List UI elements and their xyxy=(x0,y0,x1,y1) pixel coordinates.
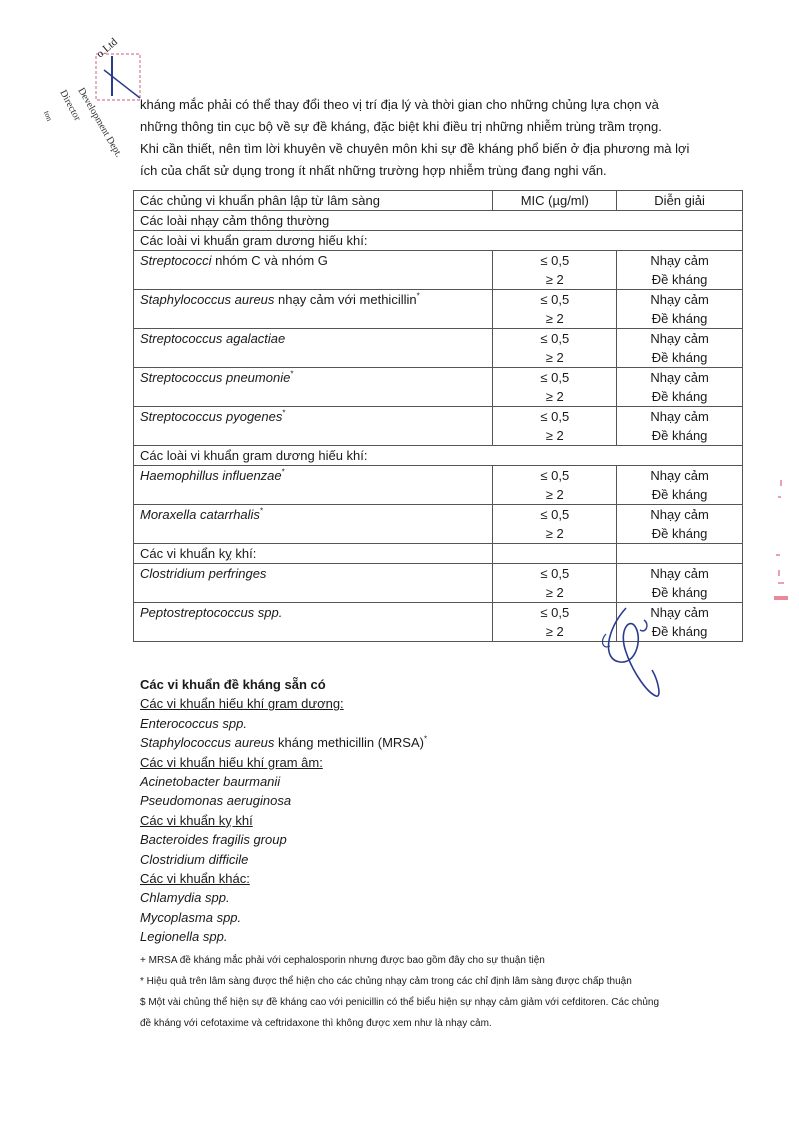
organism-item: Mycoplasma spp. xyxy=(140,909,242,925)
interpretation-cell: Nhạy cảm Đề kháng xyxy=(617,251,743,290)
intro-line: kháng mắc phải có thể thay đổi theo vị trí địa lý và thời gian cho những chủng lựa chọn và xyxy=(140,97,659,112)
mic-cell: ≤ 0,5 ≥ 2 xyxy=(493,368,617,407)
company-stamp xyxy=(44,36,154,196)
section-label: Các loài vi khuẩn gram dương hiếu khí: xyxy=(134,446,743,466)
strain-cell: Streptococcus pyogenes* xyxy=(134,407,493,446)
footnote: đề kháng với cefotaxime và ceftridaxone thì không được xem như là nhạy cảm. xyxy=(140,1018,492,1029)
empty-cell xyxy=(493,544,617,564)
organism-item: Staphylococcus aureus kháng methicillin (MRSA)* xyxy=(140,734,428,751)
organism-item: Legionella spp. xyxy=(140,929,228,945)
resistant-group-heading: Các vi khuẩn hiếu khí gram dương: xyxy=(140,696,344,712)
strain-cell: Clostridium perfringes xyxy=(134,564,493,603)
interpretation-cell: Nhạy cảm Đề kháng xyxy=(617,407,743,446)
resistant-group-heading: Các vi khuẩn khác: xyxy=(140,871,250,887)
table-row xyxy=(134,290,743,329)
interpretation-cell: Nhạy cảm Đề kháng xyxy=(617,603,743,642)
section-label: Các loài vi khuẩn gram dương hiếu khí: xyxy=(134,231,743,251)
organism-item: Enterococcus spp. xyxy=(140,715,247,731)
interpretation-cell: Nhạy cảm Đề kháng xyxy=(617,290,743,329)
resistant-title: Các vi khuẩn đề kháng sẵn có xyxy=(140,677,326,692)
empty-cell xyxy=(617,544,743,564)
footnote: $ Một vài chủng thể hiện sự đề kháng cao với penicillin có thể biểu hiện sự nhạy cảm giảm với cefditoren. Các chủng xyxy=(140,997,660,1008)
organism-item: Pseudomonas aeruginosa xyxy=(140,793,292,809)
resistant-section xyxy=(140,675,760,947)
table-row xyxy=(134,251,743,290)
table-row xyxy=(134,368,743,407)
table-section-row xyxy=(134,211,743,231)
mic-table xyxy=(133,190,743,642)
edge-stamp-marks xyxy=(766,470,790,640)
table-row xyxy=(134,407,743,446)
table-section-row xyxy=(134,544,743,564)
footnote: + MRSA đề kháng mắc phải với cephalosporin nhưng được bao gồm đây cho sự thuận tiện xyxy=(140,955,545,966)
intro-line: những thông tin cục bộ về sự đề kháng, đặc biệt khi điều trị những nhiễm trùng trầm trọng. xyxy=(140,119,662,134)
interpretation-cell: Nhạy cảm Đề kháng xyxy=(617,368,743,407)
strain-cell: Streptococci nhóm C và nhóm G xyxy=(134,251,493,290)
table-row xyxy=(134,466,743,505)
mic-cell: ≤ 0,5 ≥ 2 xyxy=(493,290,617,329)
stamp-text-ltd: o.Ltd xyxy=(94,35,120,61)
organism-item: Acinetobacter baurmanii xyxy=(140,774,281,790)
table-section-row xyxy=(134,446,743,466)
table-header-row xyxy=(134,191,743,211)
header-strains: Các chủng vi khuẩn phân lập từ lâm sàng xyxy=(134,191,493,211)
resistant-group-heading: Các vi khuẩn kỵ khí xyxy=(140,812,253,828)
interpretation-cell: Nhạy cảm Đề kháng xyxy=(617,329,743,368)
footnote: * Hiệu quả trên lâm sàng được thể hiện cho các chủng nhạy cảm trong các chỉ định lâm sàng được chấp thuận xyxy=(140,976,632,987)
strain-cell: Streptococcus pneumonie* xyxy=(134,368,493,407)
mic-cell: ≤ 0,5 ≥ 2 xyxy=(493,251,617,290)
organism-item: Bacteroides fragilis group xyxy=(140,832,287,848)
table-row xyxy=(134,564,743,603)
section-label: Các vi khuẩn kỵ khí: xyxy=(134,544,493,564)
mic-cell: ≤ 0,5 ≥ 2 xyxy=(493,505,617,544)
header-interpretation: Diễn giải xyxy=(617,191,743,211)
intro-line: ích của chất sử dụng trong ít nhất những trường hợp nhiễm trùng đang nghi vấn. xyxy=(140,163,607,178)
stamp-text-dept: Development Dept. xyxy=(75,86,125,160)
mic-cell: ≤ 0,5 ≥ 2 xyxy=(493,466,617,505)
strain-cell: Staphylococcus aureus nhạy cảm với methicillin* xyxy=(134,290,493,329)
footnotes xyxy=(140,950,760,1034)
intro-line: Khi cần thiết, nên tìm lời khuyên về chuyên môn khi sự đề kháng phổ biến ở địa phương mà lợi xyxy=(140,141,690,156)
strain-cell: Peptostreptococcus spp. xyxy=(134,603,493,642)
interpretation-cell: Nhạy cảm Đề kháng xyxy=(617,505,743,544)
strain-cell: Haemophillus influenzae* xyxy=(134,466,493,505)
resistant-group-heading: Các vi khuẩn hiếu khí gram âm: xyxy=(140,754,323,770)
strain-cell: Streptococcus agalactiae xyxy=(134,329,493,368)
strain-cell: Moraxella catarrhalis* xyxy=(134,505,493,544)
organism-item: Chlamydia spp. xyxy=(140,890,230,906)
section-label: Các loài nhạy cảm thông thường xyxy=(134,211,743,231)
table-section-row xyxy=(134,231,743,251)
stamp-text-ton: ton xyxy=(42,109,55,123)
stamp-text-director: Director xyxy=(57,88,83,123)
interpretation-cell: Nhạy cảm Đề kháng xyxy=(617,466,743,505)
table-row xyxy=(134,505,743,544)
mic-cell: ≤ 0,5 ≥ 2 xyxy=(493,329,617,368)
intro-paragraph xyxy=(140,94,750,182)
header-mic: MIC (µg/ml) xyxy=(493,191,617,211)
organism-item: Clostridium difficile xyxy=(140,851,249,867)
mic-cell: ≤ 0,5 ≥ 2 xyxy=(493,407,617,446)
mic-cell: ≤ 0,5 ≥ 2 xyxy=(493,564,617,603)
interpretation-cell: Nhạy cảm Đề kháng xyxy=(617,564,743,603)
table-row xyxy=(134,329,743,368)
mic-cell: ≤ 0,5 ≥ 2 xyxy=(493,603,617,642)
